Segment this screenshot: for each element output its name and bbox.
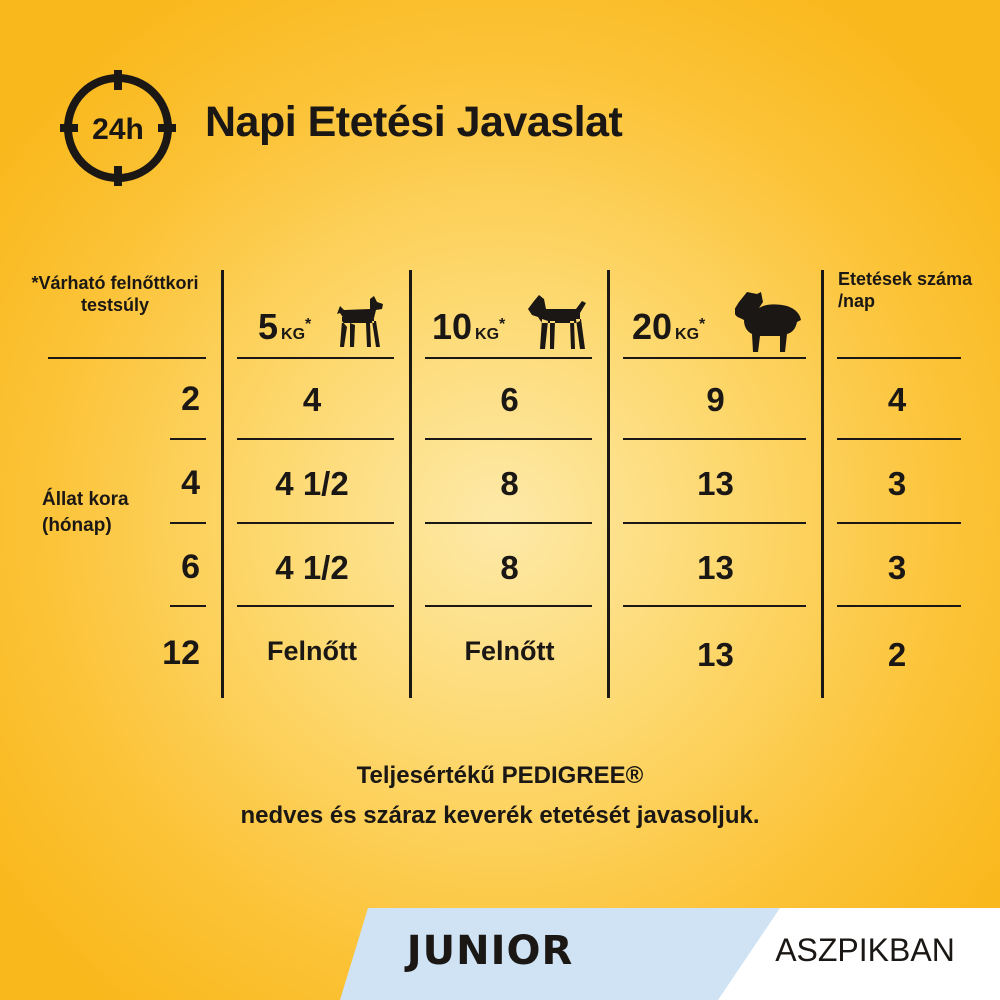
- table-cell: 13: [697, 636, 734, 673]
- weight-10kg-header: [432, 306, 505, 348]
- weight-unit: KG: [675, 326, 700, 343]
- weight-value: 5: [258, 306, 279, 347]
- row-divider: [837, 522, 961, 524]
- table-cell: 13: [697, 549, 734, 586]
- table-cell: 3: [887, 549, 907, 586]
- row-divider: [425, 438, 592, 440]
- age-value: 2: [181, 380, 200, 418]
- age-label: Állat kora (hónap): [42, 489, 129, 536]
- row-divider: [425, 357, 592, 359]
- age-value: 6: [181, 548, 200, 586]
- table-cell: 13: [697, 465, 734, 502]
- weight-value: 10: [432, 306, 473, 347]
- table-cell: 2: [887, 636, 907, 673]
- row-divider: [837, 438, 961, 440]
- table-cell: Felnőtt: [267, 636, 357, 666]
- table-cell: 9: [706, 381, 725, 418]
- table-cell: 8: [500, 465, 519, 502]
- large-dog-icon: [735, 290, 805, 354]
- row-divider: [237, 522, 394, 524]
- note-line-1: Teljesértékű PEDIGREE®: [356, 762, 644, 789]
- weight-asterisk: *: [499, 316, 506, 333]
- row-divider: [170, 438, 206, 440]
- table-cell: 3: [887, 465, 907, 502]
- clock-24h-icon: [58, 68, 178, 188]
- row-divider: [170, 605, 206, 607]
- age-value: 12: [162, 634, 200, 672]
- weight-20kg-header: [632, 306, 705, 348]
- row-divider: [623, 522, 806, 524]
- small-dog-icon: [330, 295, 390, 351]
- note-line-2: nedves és száraz keverék etetését javasoljuk.: [240, 802, 760, 829]
- row-divider: [837, 357, 961, 359]
- clock-label: 24h: [92, 113, 144, 146]
- weight-asterisk: *: [305, 316, 312, 333]
- row-divider: [237, 438, 394, 440]
- weight-unit: KG: [281, 326, 306, 343]
- table-cell: 4: [887, 381, 907, 418]
- row-divider: [48, 357, 206, 359]
- page-title: Napi Etetési Javaslat: [205, 98, 623, 146]
- weight-5kg-header: [258, 306, 311, 348]
- weight-unit: KG: [475, 326, 500, 343]
- row-divider: [623, 357, 806, 359]
- medium-dog-icon: [526, 293, 592, 353]
- row-divider: [237, 605, 394, 607]
- table-cell: 4 1/2: [275, 465, 349, 502]
- table-cell: 4 1/2: [275, 549, 349, 586]
- row-divider: [425, 605, 592, 607]
- row-divider: [623, 605, 806, 607]
- table-cell: Felnőtt: [464, 636, 555, 666]
- junior-label: JUNIOR: [406, 928, 574, 974]
- row-divider: [425, 522, 592, 524]
- expected-weight-header: *Várható felnőttkori testsúly: [31, 273, 199, 315]
- row-divider: [237, 357, 394, 359]
- table-cell: 4: [302, 381, 322, 418]
- table-cell: 6: [500, 381, 519, 418]
- weight-value: 20: [632, 306, 673, 347]
- variant-label: ASZPIKBAN: [775, 932, 955, 968]
- table-cell: 8: [500, 549, 519, 586]
- weight-asterisk: *: [699, 316, 706, 333]
- row-divider: [170, 522, 206, 524]
- feedings-per-day-header: Etetések száma /nap: [838, 269, 973, 311]
- row-divider: [837, 605, 961, 607]
- age-value: 4: [181, 464, 200, 502]
- row-divider: [623, 438, 806, 440]
